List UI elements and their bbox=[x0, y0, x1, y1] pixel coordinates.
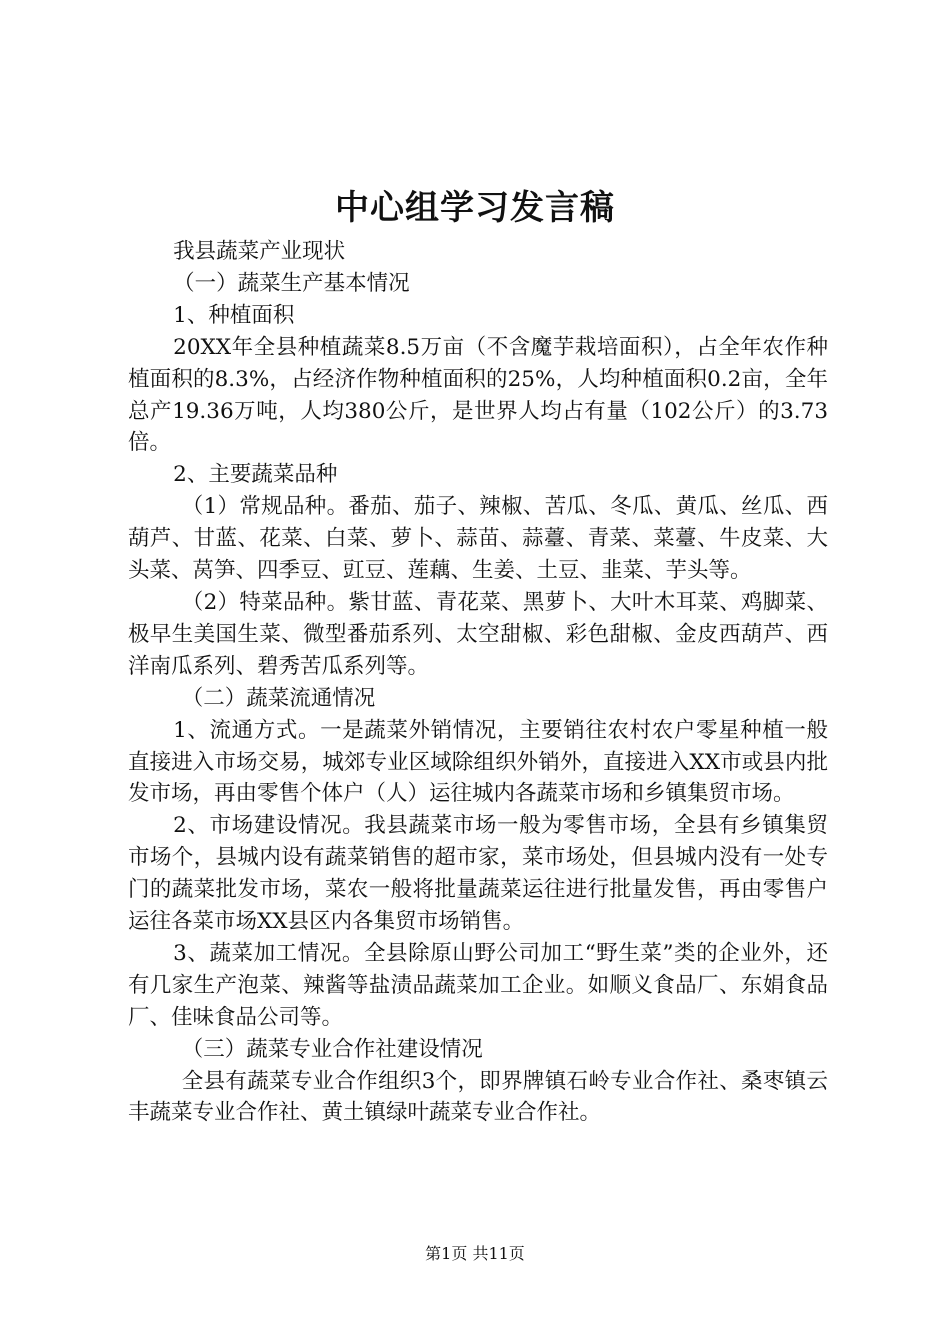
section-heading-intro: 我县蔬菜产业现状 bbox=[173, 239, 346, 264]
paragraph-circulation-mode: 1、流通方式。一是蔬菜外销情况，主要销往农村农户零星种植一般直接进入市场交易，城郊专业区域除组织外销外，直接进入XX市或县内批发市场，再由零售个体户（人）运往城内各蔬菜市场和乡镇集贸市场。 bbox=[128, 717, 828, 807]
paragraph-planting-area: 20XX年全县种植蔬菜8.5万亩（不含魔芋栽培面积），占全年农作种植面积的8.3%，占经济作物种植面积的25%，人均种植面积0.2亩，全年总产19.36万吨，人均380公斤，是世界人均占有量（102公斤）的3.73倍。 bbox=[128, 334, 828, 456]
document-body bbox=[128, 236, 828, 1129]
subheading-planting-area: 1、种植面积 bbox=[173, 302, 295, 328]
section-heading-production: （一）蔬菜生产基本情况 bbox=[173, 270, 410, 296]
paragraph-market-construction: 2、市场建设情况。我县蔬菜市场一般为零售市场，全县有乡镇集贸市场个，县城内设有蔬菜销售的超市家，菜市场处，但县城内没有一处专门的蔬菜批发市场，菜农一般将批量蔬菜运往进行批量发售，再由零售户运往各菜市场XX县区内各集贸市场销售。 bbox=[128, 813, 828, 935]
paragraph-regular-varieties: （1）常规品种。番茄、茄子、辣椒、苦瓜、冬瓜、黄瓜、丝瓜、西葫芦、甘蓝、花菜、白菜、萝卜、蒜苗、蒜薹、青菜、菜薹、牛皮菜、大头菜、莴笋、四季豆、豇豆、莲藕、生姜、土豆、韭菜、芋头等。 bbox=[128, 494, 828, 584]
paragraph-special-varieties: （2）特菜品种。紫甘蓝、青花菜、黑萝卜、大叶木耳菜、鸡脚菜、极早生美国生菜、微型番茄系列、太空甜椒、彩色甜椒、金皮西葫芦、西洋南瓜系列、碧秀苦瓜系列等。 bbox=[128, 589, 828, 679]
paragraph-cooperatives: 全县有蔬菜专业合作组织3个，即界牌镇石岭专业合作社、桑枣镇云丰蔬菜专业合作社、黄土镇绿叶蔬菜专业合作社。 bbox=[128, 1068, 828, 1126]
paragraph-processing: 3、蔬菜加工情况。全县除原山野公司加工“野生菜”类的企业外，还有几家生产泡菜、辣酱等盐渍品蔬菜加工企业。如顺义食品厂、东娟食品厂、佳味食品公司等。 bbox=[128, 940, 828, 1030]
section-heading-cooperatives: （三）蔬菜专业合作社建设情况 bbox=[181, 1036, 483, 1062]
document-title: 中心组学习发言稿 bbox=[335, 188, 615, 228]
subheading-main-varieties: 2、主要蔬菜品种 bbox=[173, 462, 338, 488]
section-heading-circulation: （二）蔬菜流通情况 bbox=[181, 685, 376, 711]
page-number-footer: 第1页 共11页 bbox=[425, 1244, 525, 1263]
